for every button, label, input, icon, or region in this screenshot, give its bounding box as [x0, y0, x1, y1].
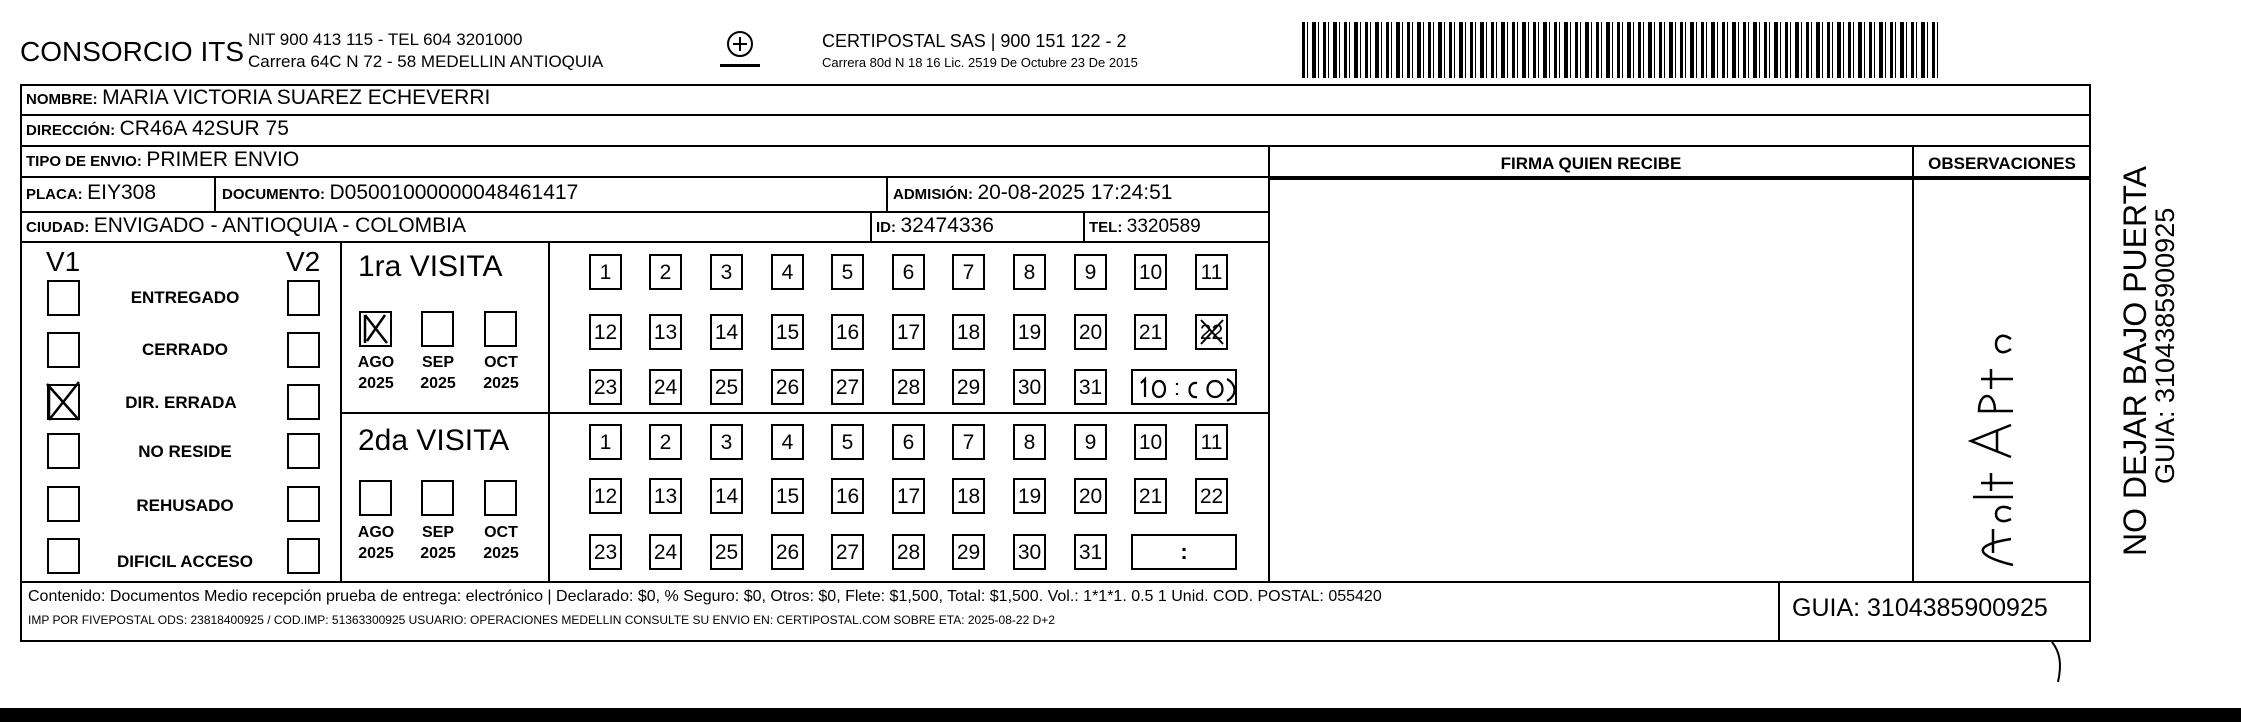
id-value: 32474336 — [900, 214, 994, 237]
day-box[interactable]: 10 — [1134, 424, 1167, 460]
day-box[interactable]: 21 — [1134, 314, 1167, 350]
day-box[interactable]: 5 — [831, 424, 864, 460]
admision-label: ADMISIÓN: — [893, 186, 973, 203]
day-box[interactable] — [1195, 314, 1228, 350]
day-box[interactable]: 30 — [1013, 369, 1046, 405]
tipo-envio-row — [26, 148, 299, 172]
visita-1-month-sep-box[interactable] — [421, 311, 454, 347]
day-box[interactable]: 1 — [589, 254, 622, 290]
visita-2-month-sep-label — [413, 522, 463, 564]
guia-side: GUIA: 3104385900925 — [2150, 207, 2180, 484]
day-box[interactable]: 3 — [710, 424, 743, 460]
day-box[interactable]: 5 — [831, 254, 864, 290]
nombre-value: MARIA VICTORIA SUAREZ ECHEVERRI — [102, 86, 491, 109]
day-box[interactable]: 28 — [892, 534, 925, 570]
day-box[interactable]: 6 — [892, 254, 925, 290]
day-box[interactable]: 27 — [831, 534, 864, 570]
v2-dificil-acceso-checkbox[interactable] — [287, 538, 320, 574]
day-box[interactable]: 23 — [589, 369, 622, 405]
month-year: 2025 — [420, 375, 456, 392]
company-name: CONSORCIO ITS — [20, 36, 245, 67]
day-box[interactable]: 25 — [710, 534, 743, 570]
visita-2-month-oct-box[interactable] — [484, 480, 517, 516]
day-box[interactable]: 2 — [649, 424, 682, 460]
month-year: 2025 — [483, 545, 519, 562]
v2-cerrado-checkbox[interactable] — [287, 332, 320, 368]
contenido-line: Contenido: Documentos Medio recepción prueba de entrega: electrónico | Declarado: $0, % Seguro: $0, Otros: $0, Flete: $1,500, Total: $1,500. Vol.: 1*1*1. 0.5 1 Unid. COD. POSTAL: 055420 — [28, 588, 1382, 605]
day-box[interactable]: 20 — [1074, 314, 1107, 350]
month-name: AGO — [357, 524, 395, 541]
day-box[interactable]: 17 — [892, 314, 925, 350]
status-no-reside-label: NO RESIDE — [138, 442, 232, 461]
placa-row — [26, 181, 156, 205]
day-box[interactable]: 19 — [1013, 478, 1046, 514]
day-box[interactable]: 2 — [649, 254, 682, 290]
imp-line: IMP POR FIVEPOSTAL ODS: 23818400925 / COD.IMP: 51363300925 USUARIO: OPERACIONES MEDELLIN CONSULTE SU ENVIO EN: CERTIPOSTAL.COM SOBRE ETA: 2025-08-22 D+2 — [28, 613, 1055, 627]
day-box[interactable]: 12 — [589, 478, 622, 514]
day-box[interactable]: 6 — [892, 424, 925, 460]
day-box[interactable]: 29 — [952, 534, 985, 570]
certipostal-line-1: CERTIPOSTAL SAS | 900 151 122 - 2 — [822, 31, 1127, 51]
admision-value: 20-08-2025 17:24:51 — [977, 181, 1173, 204]
documento-label: DOCUMENTO: — [222, 186, 326, 203]
certipostal-line-2: Carrera 80d N 18 16 Lic. 2519 De Octubre 23 De 2015 — [822, 55, 1138, 70]
visita-2-month-ago-label — [351, 522, 401, 564]
month-name: SEP — [421, 524, 454, 541]
day-box[interactable]: 30 — [1013, 534, 1046, 570]
visita-2-title: 2da VISITA — [358, 424, 510, 457]
day-box[interactable]: 21 — [1134, 478, 1167, 514]
bottom-edge-band — [0, 708, 2241, 722]
day-box[interactable]: 7 — [952, 254, 985, 290]
day-box[interactable]: 18 — [952, 314, 985, 350]
certipostal-logo — [714, 28, 766, 74]
tipo-envio-value: PRIMER ENVIO — [146, 148, 300, 171]
day-box[interactable]: 28 — [892, 369, 925, 405]
status-dir-errada-label: DIR. ERRADA — [125, 393, 237, 412]
status-entregado-label: ENTREGADO — [130, 288, 240, 307]
tel-row — [1089, 216, 1201, 238]
day-box[interactable]: 11 — [1195, 424, 1228, 460]
ciudad-value: ENVIGADO - ANTIOQUIA - COLOMBIA — [93, 214, 467, 237]
month-name: OCT — [484, 354, 518, 371]
visita-1-month-ago-label — [351, 352, 401, 394]
documento-row — [222, 181, 578, 205]
handwritten-stroke — [2050, 640, 2066, 686]
day-box[interactable]: 22 — [1195, 478, 1228, 514]
visita-2-time-box[interactable]: : — [1131, 534, 1237, 570]
month-year: 2025 — [420, 545, 456, 562]
day-box[interactable]: 9 — [1074, 424, 1107, 460]
v2-no-reside-checkbox[interactable] — [287, 433, 320, 469]
visita-2-month-sep-box[interactable] — [421, 480, 454, 516]
v2-header: V2 — [286, 246, 321, 277]
firma-header: FIRMA QUIEN RECIBE — [1500, 154, 1682, 173]
day-box[interactable]: 13 — [649, 314, 682, 350]
day-number: 22 — [1199, 321, 1224, 344]
ciudad-label: CIUDAD: — [26, 219, 90, 236]
month-name: AGO — [357, 354, 395, 371]
id-row — [876, 214, 994, 238]
visita-1-month-oct-label — [476, 352, 526, 394]
day-box[interactable]: 27 — [831, 369, 864, 405]
month-name: OCT — [484, 524, 518, 541]
v1-no-reside-checkbox[interactable] — [47, 433, 80, 469]
day-box[interactable]: 8 — [1013, 254, 1046, 290]
v2-rehusado-checkbox[interactable] — [287, 486, 320, 522]
ciudad-row — [26, 214, 466, 238]
visita-2-month-ago-box[interactable] — [359, 480, 392, 516]
v1-cerrado-checkbox[interactable] — [47, 332, 80, 368]
direccion-row — [26, 117, 289, 141]
v1-entregado-checkbox[interactable] — [47, 280, 80, 316]
guia-footer: GUIA: 3104385900925 — [1792, 594, 2048, 622]
visita-2-month-oct-label — [476, 522, 526, 564]
day-box[interactable]: 26 — [771, 369, 804, 405]
v2-dir-errada-checkbox[interactable] — [287, 384, 320, 420]
v1-rehusado-checkbox[interactable] — [47, 486, 80, 522]
day-box[interactable]: 16 — [831, 478, 864, 514]
day-box[interactable]: 26 — [771, 534, 804, 570]
day-box[interactable]: 14 — [710, 478, 743, 514]
visita-1-month-ago-box[interactable] — [359, 311, 392, 347]
day-box[interactable]: 15 — [771, 478, 804, 514]
day-box[interactable]: 4 — [771, 424, 804, 460]
v1-dificil-acceso-checkbox[interactable] — [47, 538, 80, 574]
day-box[interactable]: 29 — [952, 369, 985, 405]
status-dificil-acceso-label: DIFICIL ACCESO — [116, 552, 253, 571]
day-box[interactable]: 1 — [589, 424, 622, 460]
day-box[interactable]: 23 — [589, 534, 622, 570]
day-box[interactable]: 4 — [771, 254, 804, 290]
day-box[interactable]: 31 — [1074, 369, 1107, 405]
admision-row — [893, 181, 1172, 205]
day-box[interactable]: 9 — [1074, 254, 1107, 290]
tipo-envio-label: TIPO DE ENVIO: — [26, 153, 142, 170]
status-rehusado-label: REHUSADO — [136, 496, 234, 515]
nombre-label: NOMBRE: — [26, 91, 98, 108]
day-box[interactable]: 15 — [771, 314, 804, 350]
day-box[interactable]: 11 — [1195, 254, 1228, 290]
observaciones-header: OBSERVACIONES — [1928, 154, 2076, 173]
visita-1-month-oct-box[interactable] — [484, 311, 517, 347]
month-year: 2025 — [358, 545, 394, 562]
nombre-row — [26, 86, 490, 110]
direccion-label: DIRECCIÓN: — [26, 122, 116, 139]
placa-label: PLACA: — [26, 186, 83, 203]
visita-1-time-text — [1133, 371, 1134, 372]
day-box[interactable]: 14 — [710, 314, 743, 350]
day-box[interactable]: 3 — [710, 254, 743, 290]
day-box[interactable]: 25 — [710, 369, 743, 405]
id-label: ID: — [876, 219, 896, 236]
nit-line: NIT 900 413 115 - TEL 604 3201000 — [248, 30, 523, 49]
day-box[interactable]: 8 — [1013, 424, 1046, 460]
no-dejar-bajo-puerta: NO DEJAR BAJO PUERTA — [2117, 166, 2153, 556]
placa-value: EIY308 — [87, 181, 157, 204]
day-box[interactable]: 12 — [589, 314, 622, 350]
company-address: Carrera 64C N 72 - 58 MEDELLIN ANTIOQUIA — [248, 52, 604, 71]
month-year: 2025 — [358, 375, 394, 392]
day-box[interactable]: 31 — [1074, 534, 1107, 570]
day-box[interactable]: 16 — [831, 314, 864, 350]
day-box[interactable]: 13 — [649, 478, 682, 514]
day-box[interactable]: 24 — [649, 369, 682, 405]
tel-label: TEL: — [1089, 219, 1123, 236]
day-box[interactable]: 7 — [952, 424, 985, 460]
check-mark-icon — [359, 311, 392, 347]
tel-value: 3320589 — [1126, 216, 1201, 237]
visita-1-month-sep-label — [413, 352, 463, 394]
status-cerrado-label: CERRADO — [142, 340, 228, 359]
day-box[interactable]: 10 — [1134, 254, 1167, 290]
documento-value: D05001000000048461417 — [329, 181, 579, 204]
check-mark-icon — [1195, 314, 1228, 350]
visita-1-title: 1ra VISITA — [358, 250, 503, 283]
day-box[interactable]: 24 — [649, 534, 682, 570]
handwritten-time — [1131, 369, 1237, 405]
v1-header: V1 — [46, 246, 81, 277]
visita-1-time-box[interactable] — [1131, 369, 1237, 405]
observacion-handwriting — [1963, 255, 2033, 575]
direccion-value: CR46A 42SUR 75 — [119, 117, 289, 140]
day-box[interactable]: 17 — [892, 478, 925, 514]
barcode — [1302, 22, 1938, 78]
check-mark-icon — [45, 380, 78, 416]
day-box[interactable]: 18 — [952, 478, 985, 514]
month-year: 2025 — [483, 375, 519, 392]
day-box[interactable]: 19 — [1013, 314, 1046, 350]
month-name: SEP — [421, 354, 454, 371]
v2-entregado-checkbox[interactable] — [287, 280, 320, 316]
day-box[interactable]: 20 — [1074, 478, 1107, 514]
